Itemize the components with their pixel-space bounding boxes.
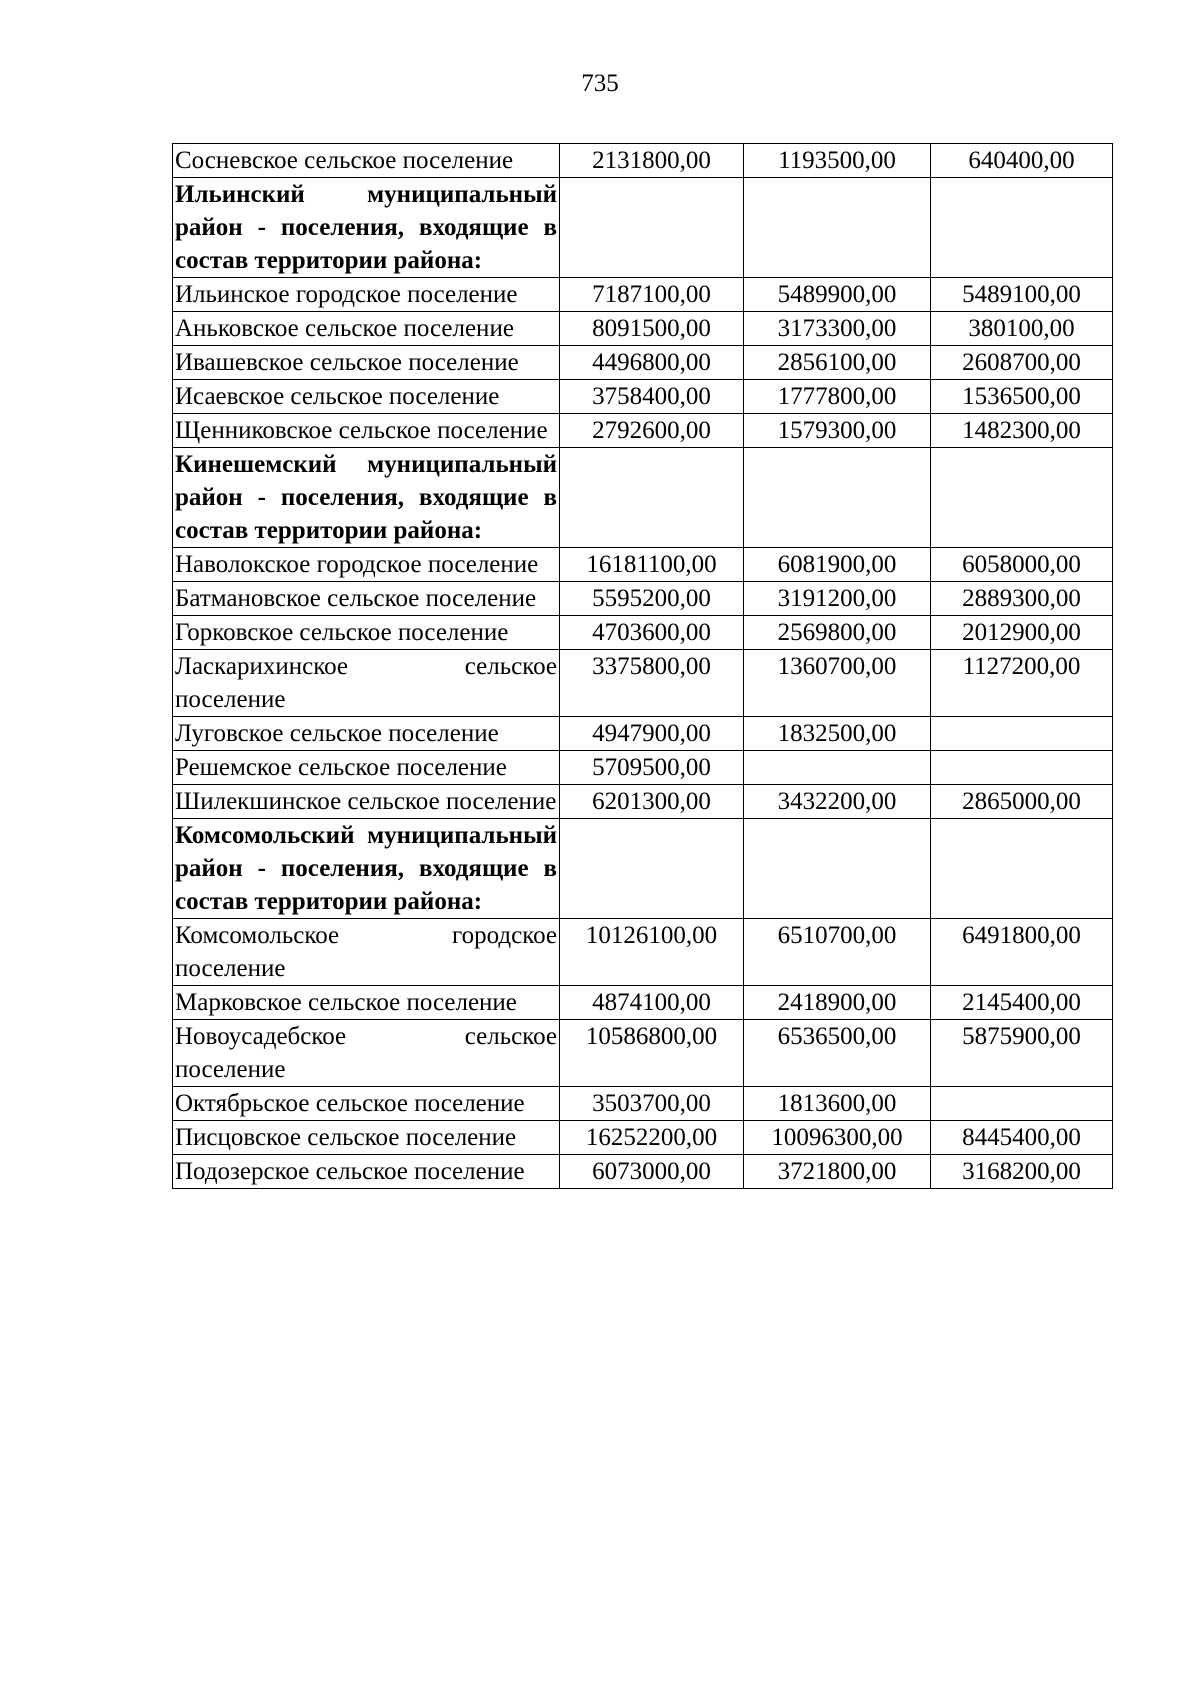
value-cell-1: 16181100,00 xyxy=(560,548,744,582)
table-row xyxy=(173,380,1113,414)
table-body xyxy=(173,144,1113,1189)
value-cell-1: 2792600,00 xyxy=(560,414,744,448)
value-cell-3 xyxy=(931,819,1113,919)
value-cell-2: 2418900,00 xyxy=(744,986,931,1020)
table-row xyxy=(173,1087,1113,1121)
value-cell-2: 2569800,00 xyxy=(744,616,931,650)
value-cell-1: 16252200,00 xyxy=(560,1121,744,1155)
value-cell-2: 1813600,00 xyxy=(744,1087,931,1121)
value-cell-2: 3173300,00 xyxy=(744,312,931,346)
value-cell-1 xyxy=(560,178,744,278)
value-cell-2 xyxy=(744,819,931,919)
table-row xyxy=(173,144,1113,178)
value-cell-3: 1127200,00 xyxy=(931,650,1113,717)
table-row xyxy=(173,919,1113,986)
settlement-name-cell: Сосневское сельское поселение xyxy=(173,144,560,178)
settlement-name-cell: Батмановское сельское поселение xyxy=(173,582,560,616)
value-cell-3: 1482300,00 xyxy=(931,414,1113,448)
district-header-row xyxy=(173,819,1113,919)
table-row xyxy=(173,650,1113,717)
table-row xyxy=(173,582,1113,616)
value-cell-3 xyxy=(931,751,1113,785)
value-cell-2: 1360700,00 xyxy=(744,650,931,717)
value-cell-3: 1536500,00 xyxy=(931,380,1113,414)
value-cell-1 xyxy=(560,448,744,548)
settlement-name-cell: Луговское сельское поселение xyxy=(173,717,560,751)
settlement-name-cell: Ильинское городское поселение xyxy=(173,278,560,312)
value-cell-3: 380100,00 xyxy=(931,312,1113,346)
page-number: 735 xyxy=(581,70,619,97)
value-cell-2: 3432200,00 xyxy=(744,785,931,819)
settlement-name-cell: Ласкарихинское сельское поселение xyxy=(173,650,560,717)
value-cell-1: 3375800,00 xyxy=(560,650,744,717)
value-cell-2: 1193500,00 xyxy=(744,144,931,178)
district-header-row xyxy=(173,178,1113,278)
table-row xyxy=(173,717,1113,751)
value-cell-1: 6201300,00 xyxy=(560,785,744,819)
value-cell-1: 6073000,00 xyxy=(560,1155,744,1189)
settlement-name-cell: Шилекшинское сельское поселение xyxy=(173,785,560,819)
value-cell-3 xyxy=(931,717,1113,751)
value-cell-1: 4703600,00 xyxy=(560,616,744,650)
settlement-name-cell: Щенниковское сельское поселение xyxy=(173,414,560,448)
value-cell-3: 2012900,00 xyxy=(931,616,1113,650)
district-name-cell: Ильинский муниципальный район - поселения, входящие в состав территории района: xyxy=(173,178,560,278)
value-cell-1: 8091500,00 xyxy=(560,312,744,346)
value-cell-3: 2145400,00 xyxy=(931,986,1113,1020)
table-row xyxy=(173,986,1113,1020)
value-cell-1: 5709500,00 xyxy=(560,751,744,785)
value-cell-1: 4496800,00 xyxy=(560,346,744,380)
table-row xyxy=(173,785,1113,819)
value-cell-2: 6536500,00 xyxy=(744,1020,931,1087)
value-cell-2: 5489900,00 xyxy=(744,278,931,312)
district-name-cell: Комсомольский муниципальный район - поселения, входящие в состав территории района: xyxy=(173,819,560,919)
value-cell-3: 2865000,00 xyxy=(931,785,1113,819)
value-cell-1: 3503700,00 xyxy=(560,1087,744,1121)
district-name-cell: Кинешемский муниципальный район - поселения, входящие в состав территории района: xyxy=(173,448,560,548)
settlement-name-cell: Горковское сельское поселение xyxy=(173,616,560,650)
value-cell-2 xyxy=(744,178,931,278)
value-cell-3: 2608700,00 xyxy=(931,346,1113,380)
table-row xyxy=(173,548,1113,582)
value-cell-2: 10096300,00 xyxy=(744,1121,931,1155)
settlement-name-cell: Комсомольское городское поселение xyxy=(173,919,560,986)
value-cell-1: 7187100,00 xyxy=(560,278,744,312)
value-cell-3: 2889300,00 xyxy=(931,582,1113,616)
settlement-name-cell: Решемское сельское поселение xyxy=(173,751,560,785)
value-cell-2 xyxy=(744,751,931,785)
value-cell-1 xyxy=(560,819,744,919)
value-cell-2: 6510700,00 xyxy=(744,919,931,986)
settlement-name-cell: Новоусадебское сельское поселение xyxy=(173,1020,560,1087)
value-cell-3: 8445400,00 xyxy=(931,1121,1113,1155)
settlement-name-cell: Октябрьское сельское поселение xyxy=(173,1087,560,1121)
value-cell-1: 10126100,00 xyxy=(560,919,744,986)
value-cell-3: 5875900,00 xyxy=(931,1020,1113,1087)
value-cell-3: 6058000,00 xyxy=(931,548,1113,582)
table-row xyxy=(173,1121,1113,1155)
value-cell-2: 3721800,00 xyxy=(744,1155,931,1189)
value-cell-1: 3758400,00 xyxy=(560,380,744,414)
table-row xyxy=(173,312,1113,346)
settlement-name-cell: Аньковское сельское поселение xyxy=(173,312,560,346)
value-cell-3 xyxy=(931,178,1113,278)
value-cell-3: 5489100,00 xyxy=(931,278,1113,312)
value-cell-2: 2856100,00 xyxy=(744,346,931,380)
settlement-name-cell: Исаевское сельское поселение xyxy=(173,380,560,414)
value-cell-2: 6081900,00 xyxy=(744,548,931,582)
value-cell-1: 2131800,00 xyxy=(560,144,744,178)
value-cell-2 xyxy=(744,448,931,548)
table-row xyxy=(173,751,1113,785)
settlement-name-cell: Писцовское сельское поселение xyxy=(173,1121,560,1155)
value-cell-2: 1777800,00 xyxy=(744,380,931,414)
value-cell-3: 3168200,00 xyxy=(931,1155,1113,1189)
value-cell-3 xyxy=(931,1087,1113,1121)
settlement-name-cell: Марковское сельское поселение xyxy=(173,986,560,1020)
table-row xyxy=(173,278,1113,312)
settlement-name-cell: Наволокское городское поселение xyxy=(173,548,560,582)
value-cell-1: 10586800,00 xyxy=(560,1020,744,1087)
table-row xyxy=(173,1020,1113,1087)
table-row xyxy=(173,1155,1113,1189)
value-cell-3: 640400,00 xyxy=(931,144,1113,178)
value-cell-1: 4947900,00 xyxy=(560,717,744,751)
value-cell-1: 5595200,00 xyxy=(560,582,744,616)
table-row xyxy=(173,414,1113,448)
value-cell-2: 1832500,00 xyxy=(744,717,931,751)
district-header-row xyxy=(173,448,1113,548)
value-cell-3: 6491800,00 xyxy=(931,919,1113,986)
settlement-name-cell: Ивашевское сельское поселение xyxy=(173,346,560,380)
settlement-name-cell: Подозерское сельское поселение xyxy=(173,1155,560,1189)
value-cell-1: 4874100,00 xyxy=(560,986,744,1020)
value-cell-3 xyxy=(931,448,1113,548)
budget-table xyxy=(172,143,1113,1189)
table-row xyxy=(173,346,1113,380)
value-cell-2: 3191200,00 xyxy=(744,582,931,616)
table-row xyxy=(173,616,1113,650)
value-cell-2: 1579300,00 xyxy=(744,414,931,448)
